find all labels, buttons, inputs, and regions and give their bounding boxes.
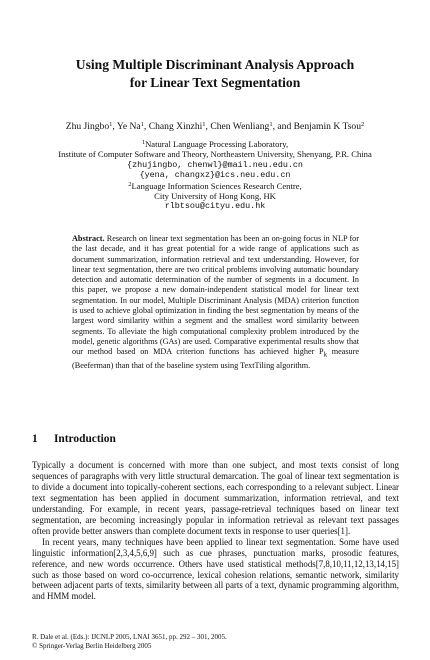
section-heading	[32, 432, 116, 446]
author: Chang Xinzhi$^1$,	[148, 121, 211, 132]
paragraph: In recent years, many techniques have been applied to linear text segmentation. Some have used linguistic information[2,3,4,5,6,9] such as cue phrases, punctuation marks, prosodic features, reference, and new words occurrence. Others have used statistical methods[7,8,10,11,12,13,14,15] such as those based on word co-occurrence, lexical cohesion relations, semantic network, similarity between adjacent parts of texts, similarity between all parts of a text, dynamic programming algorithm, and HMM model.	[32, 536, 399, 602]
paragraph: Typically a document is concerned with more than one subject, and most texts consist of long sequences of paragraphs with very little structural demarcation. The goal of linear text segmentation is to divide a document into topically-coherent sections, each corresponding to a relevant subject. Linear text segmentation has been applied in document summarization, information retrieval, and text understanding. For example, in recent years, passage-retrieval techniques based on linear text segmentation, are becoming increasingly popular in information retrieval as relevant text passages often provide better answers than complete document texts in response to user queries[1].	[32, 460, 399, 536]
affiliation-1-line-2: Institute of Computer Software and Theory, Northeastern University, Shenyang, P.R. China	[58, 149, 372, 160]
abstract	[72, 234, 359, 372]
footer-copyright: © Springer-Verlag Berlin Heidelberg 2005	[32, 641, 152, 650]
title-line-2: for Linear Text Segmentation	[129, 75, 301, 90]
author: Zhu Jingbo$^1$,	[65, 121, 117, 132]
affiliation-1-email-2: {yena, changxz}@ics.neu.edu.cn	[139, 170, 291, 181]
affiliation-2-email: rlbtsou@cityu.edu.hk	[164, 201, 266, 212]
author-list	[20, 121, 410, 133]
abstract-subscript: k	[323, 351, 328, 359]
section-number: 1	[32, 433, 38, 445]
abstract-text: Research on linear text segmentation has been an on-going focus in NLP for the last decade, and it has great potential for a wide range of applications such as document summarization, information retrieval and text understanding. However, for linear text segmentation, there are two critical problems involving automatic boundary detection and automatic determination of the number of segments in a document. In this paper, we propose a new domain-independent statistical model for linear text segmentation. In our model, Multiple Discriminant Analysis (MDA) criterion function is used to achieve global optimization in finding the best segmentation by means of the largest word similarity within a segment and the smallest word similarity between segments. To alleviate the high computational complexity problem introduced by the model, genetic algorithms (GAs) are used. Comparative experimental results show that our method based on MDA criterion functions has achieved higher P	[72, 234, 359, 357]
paper-title	[40, 56, 390, 92]
abstract-label: Abstract.	[72, 234, 105, 243]
page-footer	[32, 633, 227, 650]
author: Ye Na$^1$,	[116, 121, 149, 132]
section-title: Introduction	[54, 433, 116, 445]
author: Benjamin K Tsou$^2$	[293, 121, 365, 132]
body-text	[32, 460, 399, 602]
abstract-text-end: measure (Beeferman) than that of the baseline system using TextTiling algorithm.	[72, 347, 360, 371]
affiliation-1-line-1: $^1$Natural Language Processing Laboratory,	[141, 139, 289, 149]
affiliation-2-line-1: $^2$Language Information Sciences Research Centre,	[128, 180, 302, 191]
footer-citation: R. Dale et al. (Eds.): IJCNLP 2005, LNAI 3651, pp. 292 – 301, 2005.	[32, 633, 227, 641]
title-line-1: Using Multiple Discriminant Analysis Approach	[75, 57, 355, 72]
author: Chen Wenliang$^1$, and	[210, 121, 294, 132]
affiliations	[20, 139, 410, 212]
affiliation-1-email-1: {zhujingbo, chenwl}@mail.neu.edu.cn	[127, 159, 303, 170]
affiliation-2-line-2: City University of Hong Kong, HK	[154, 191, 276, 202]
